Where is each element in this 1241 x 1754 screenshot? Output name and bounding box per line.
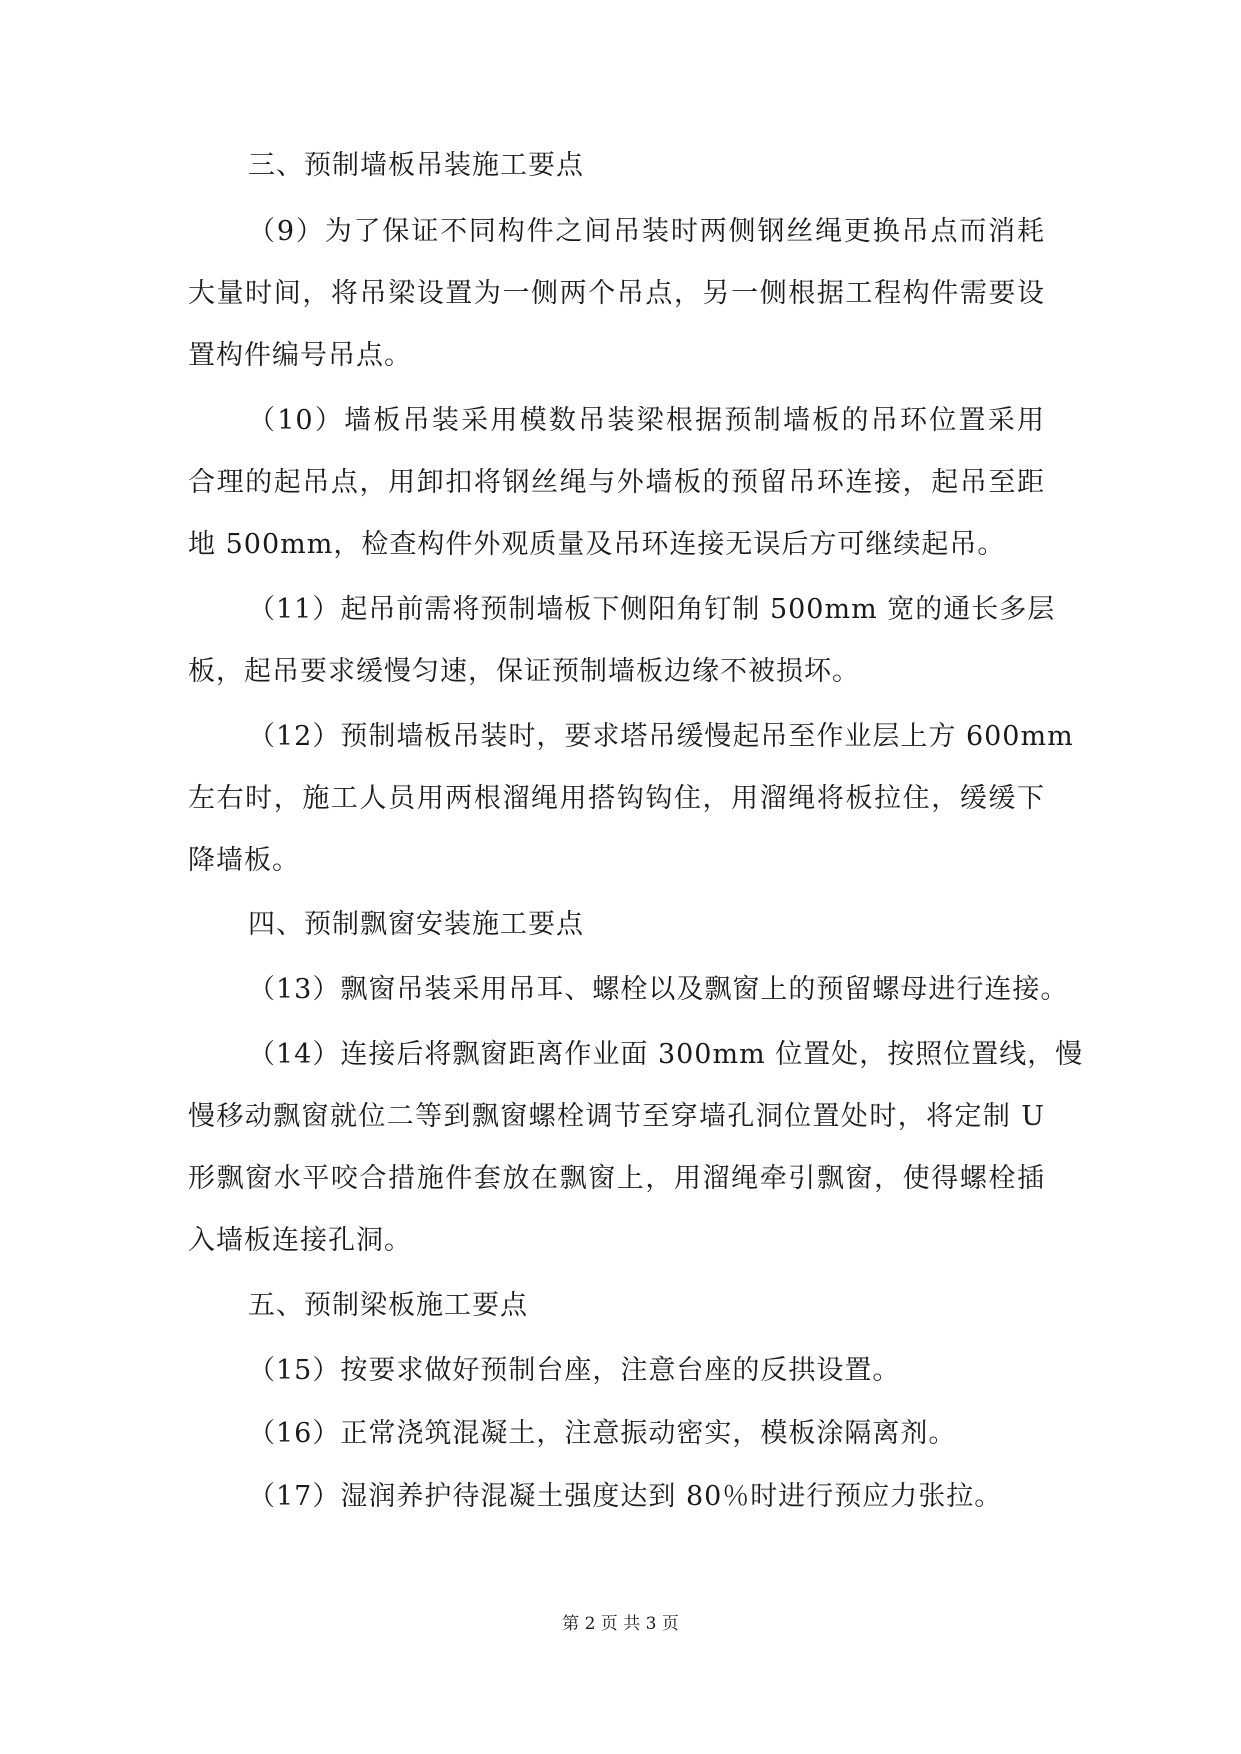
paragraph-line: （10）墙板吊装采用模数吊装梁根据预制墙板的吊环位置采用: [248, 405, 1045, 436]
paragraph-line: （17）湿润养护待混凝土强度达到 80％时进行预应力张拉。: [248, 1481, 1003, 1512]
paragraph-line: 入墙板连接孔洞。: [188, 1225, 412, 1256]
paragraph-line: （15）按要求做好预制台座，注意台座的反拱设置。: [248, 1355, 901, 1386]
paragraph-line: 地 500mm，检查构件外观质量及吊环连接无误后方可继续起吊。: [188, 529, 1006, 560]
section-heading: 四、预制飘窗安装施工要点: [248, 909, 584, 940]
paragraph-line: 形飘窗水平咬合措施件套放在飘窗上，用溜绳牵引飘窗，使得螺栓插: [188, 1163, 1045, 1194]
paragraph-line: 大量时间，将吊梁设置为一侧两个吊点，另一侧根据工程构件需要设: [188, 278, 1045, 309]
paragraph-line: （9）为了保证不同构件之间吊装时两侧钢丝绳更换吊点而消耗: [248, 216, 1045, 247]
paragraph-line: （12）预制墙板吊装时，要求塔吊缓慢起吊至作业层上方 600mm: [248, 721, 1074, 752]
paragraph-line: 置构件编号吊点。: [188, 340, 412, 371]
paragraph-line: 降墙板。: [188, 845, 300, 876]
paragraph-line: （13）飘窗吊装采用吊耳、螺栓以及飘窗上的预留螺母进行连接。: [248, 974, 1069, 1005]
paragraph-line: （11）起吊前需将预制墙板下侧阳角钉制 500mm 宽的通长多层: [248, 594, 1056, 625]
paragraph-line: 板，起吊要求缓慢匀速，保证预制墙板边缘不被损坏。: [188, 656, 860, 687]
page-number-footer: 第 2 页 共 3 页: [562, 1614, 679, 1634]
paragraph-line: 慢移动飘窗就位二等到飘窗螺栓调节至穿墙孔洞位置处时，将定制 U: [188, 1101, 1045, 1132]
section-heading: 三、预制墙板吊装施工要点: [248, 150, 584, 181]
paragraph-line: 左右时，施工人员用两根溜绳用搭钩钩住，用溜绳将板拉住，缓缓下: [188, 783, 1045, 814]
paragraph-line: （14）连接后将飘窗距离作业面 300mm 位置处，按照位置线，慢: [248, 1039, 1084, 1070]
section-heading: 五、预制梁板施工要点: [248, 1290, 528, 1321]
paragraph-line: （16）正常浇筑混凝土，注意振动密实，模板涂隔离剂。: [248, 1418, 957, 1449]
paragraph-line: 合理的起吊点，用卸扣将钢丝绳与外墙板的预留吊环连接，起吊至距: [188, 467, 1045, 498]
